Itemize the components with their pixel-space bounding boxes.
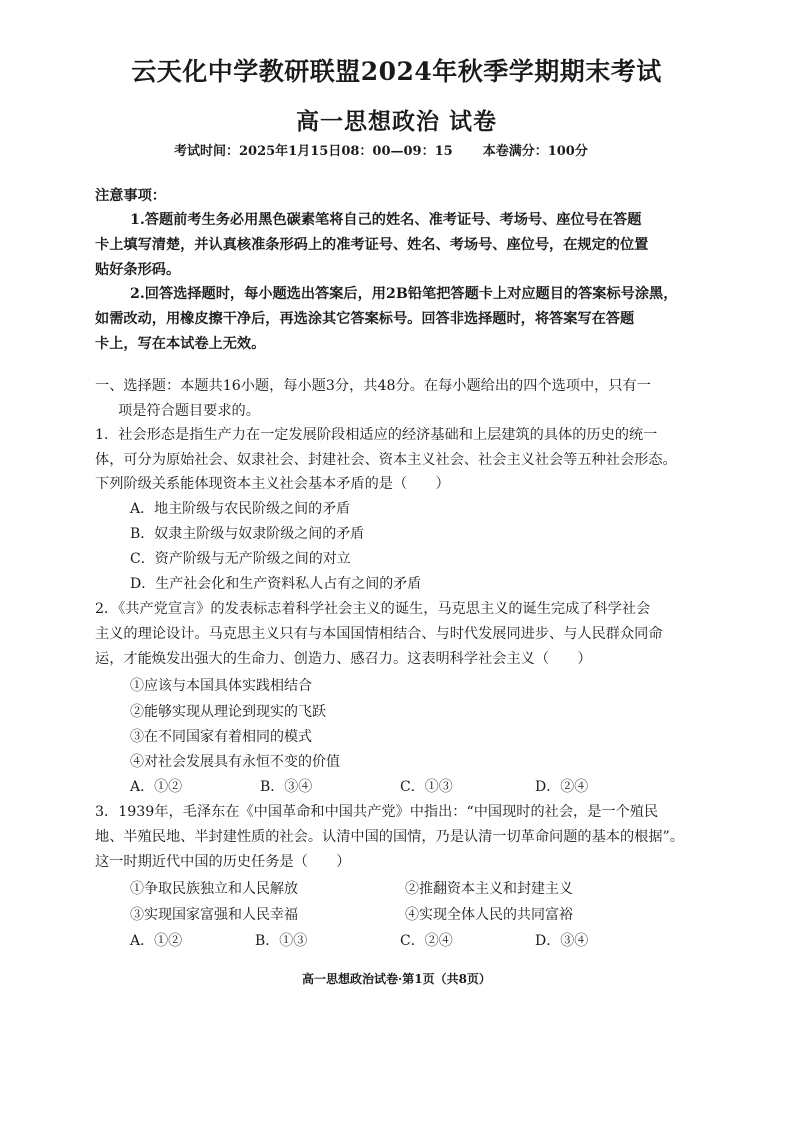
full-score: 本卷满分：100分 xyxy=(482,144,588,159)
q1-stem-line1: 1．社会形态是指生产力在一定发展阶段相适应的经济基础和上层建筑的具体的历史的统一 xyxy=(95,427,658,443)
q2-statement-4: ④对社会发展具有永恒不变的价值 xyxy=(130,754,340,770)
q2-choice-d: D．②④ xyxy=(535,779,589,795)
section1-heading-line1: 一、选择题：本题共16小题，每小题3分，共48分。在每小题给出的四个选项中，只有一 xyxy=(95,378,651,394)
notice-item2-line2: 如需改动，用橡皮擦干净后，再选涂其它答案标号。回答非选择题时，将答案写在答题 xyxy=(95,311,635,327)
q2-statement-1: ①应该与本国具体实践相结合 xyxy=(130,678,312,694)
q2-choice-c: C．①③ xyxy=(400,779,453,795)
notice-item2-line3: 卡上，写在本试卷上无效。 xyxy=(95,336,266,352)
notice-item1-line3: 贴好条形码。 xyxy=(95,262,181,278)
q3-choice-a: A．①② xyxy=(130,933,183,949)
q1-option-a: A．地主阶级与农民阶级之间的矛盾 xyxy=(130,501,351,517)
q3-statement-4: ④实现全体人民的共同富裕 xyxy=(405,907,573,923)
q3-stem-line1: 3．1939年，毛泽东在《中国革命和中国共产党》中指出：“中国现时的社会，是一个殖民 xyxy=(95,804,659,820)
q3-stem-line2: 地、半殖民地、半封建性质的社会。认清中国的国情，乃是认清一切革命问题的基本的根据”。 xyxy=(95,829,684,845)
q1-option-b: B．奴隶主阶级与奴隶阶级之间的矛盾 xyxy=(130,526,365,542)
q3-stem-line3: 这一时期近代中国的历史任务是（ ） xyxy=(95,854,351,870)
q2-stem-line2: 主义的理论设计。马克思主义只有与本国国情相结合、与时代发展同进步、与人民群众同命 xyxy=(95,626,663,642)
q2-statement-3: ③在不同国家有着相同的模式 xyxy=(130,729,312,745)
q3-statement-3: ③实现国家富强和人民幸福 xyxy=(130,907,298,923)
exam-title: 云天化中学教研联盟2024年秋季学期期末考试 xyxy=(131,57,662,86)
q3-choice-b: B．①③ xyxy=(255,933,308,949)
exam-time: 考试时间：2025年1月15日08：00—09：15 xyxy=(174,144,453,159)
q1-option-d: D．生产社会化和生产资料私人占有之间的矛盾 xyxy=(130,576,422,592)
q1-option-c: C．资产阶级与无产阶级之间的对立 xyxy=(130,551,351,567)
q1-stem-line2: 体，可分为原始社会、奴隶社会、封建社会、资本主义社会、社会主义社会等五种社会形态。 xyxy=(95,452,677,468)
notice-item2-line1: 2.回答选择题时，每小题选出答案后，用2B铅笔把答题卡上对应题目的答案标号涂黑， xyxy=(130,286,678,302)
q3-choice-d: D．③④ xyxy=(535,933,589,949)
q2-stem-line1: 2．《共产党宣言》的发表标志着科学社会主义的诞生，马克思主义的诞生完成了科学社会 xyxy=(95,601,651,617)
q3-choice-c: C．②④ xyxy=(400,933,453,949)
q2-choice-a: A．①② xyxy=(130,779,183,795)
section1-heading-line2: 项是符合题目要求的。 xyxy=(118,403,260,419)
notice-item1-line2: 卡上填写清楚，并认真核准条形码上的准考证号、姓名、考场号、座位号，在规定的位置 xyxy=(95,237,649,253)
q2-statement-2: ②能够实现从理论到现实的飞跃 xyxy=(130,704,326,720)
exam-info xyxy=(174,140,588,159)
q3-statement-2: ②推翻资本主义和封建主义 xyxy=(405,881,573,897)
q2-stem-line3: 运，才能焕发出强大的生命力、创造力、感召力。这表明科学社会主义（ ） xyxy=(95,651,592,667)
q2-choice-b: B．③④ xyxy=(260,779,313,795)
exam-subtitle: 高一思想政治 试卷 xyxy=(295,108,497,135)
q3-statement-1: ①争取民族独立和人民解放 xyxy=(130,881,298,897)
page-footer: 高一思想政治试卷·第1页（共8页） xyxy=(302,972,491,986)
q1-stem-line3: 下列阶级关系能体现资本主义社会基本矛盾的是（ ） xyxy=(95,476,450,492)
notice-item1-line1: 1.答题前考生务必用黑色碳素笔将自己的姓名、准考证号、考场号、座位号在答题 xyxy=(130,212,642,228)
notice-heading: 注意事项： xyxy=(95,188,166,204)
